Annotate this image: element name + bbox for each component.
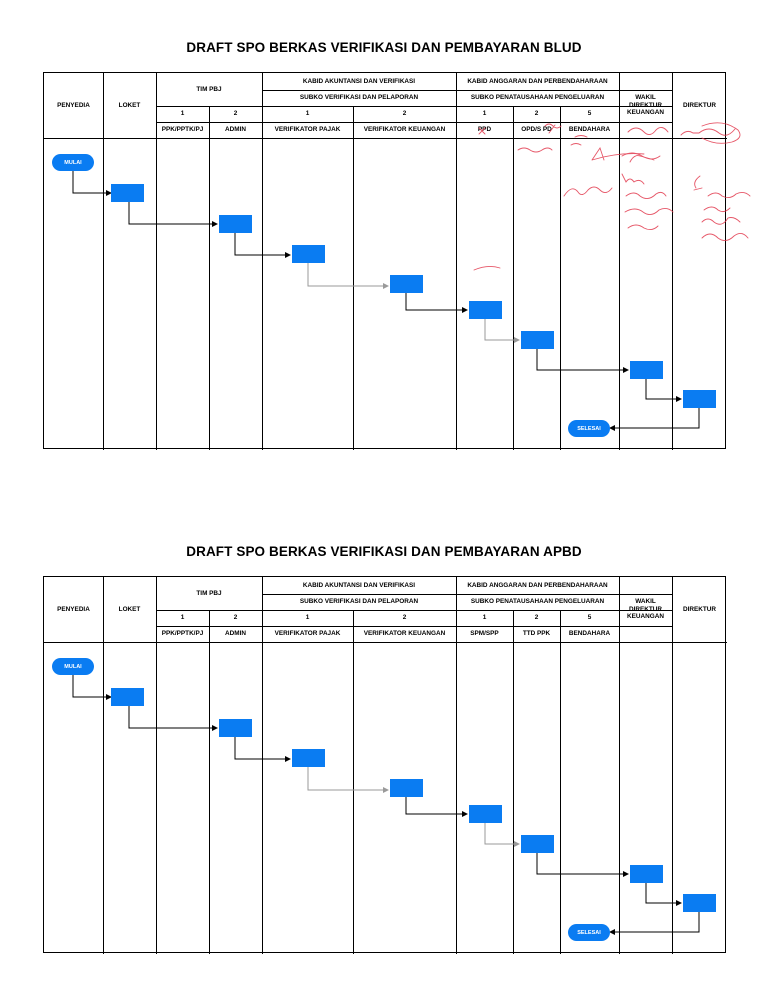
- lane-header-subko-verifikasi: SUBKO VERIFIKASI DAN PELAPORAN: [299, 94, 419, 102]
- lane-number: 5: [587, 110, 592, 118]
- lane-header-tim-pbj: TIM PBJ: [196, 85, 222, 93]
- process-box-col-a: [469, 301, 502, 319]
- swimlane-grid: [43, 576, 726, 953]
- lane-number: 5: [587, 614, 592, 622]
- lane-header-loket: LOKET: [118, 101, 141, 109]
- diagram-title: DRAFT SPO BERKAS VERIFIKASI DAN PEMBAYARAN APBD: [186, 544, 582, 559]
- lane-header-col-b: OPD/S PD: [521, 126, 552, 134]
- process-box-col-a: [469, 805, 502, 823]
- lane-header-wakil-direktur: WAKIL DIREKTUR KEUANGAN: [627, 94, 664, 117]
- lane-header-kabid-anggaran: KABID ANGGARAN DAN PERBENDAHARAAN: [467, 581, 608, 589]
- lane-header-verifikator-keuangan: VERIFIKATOR KEUANGAN: [363, 630, 446, 638]
- flowchart-apbd: [0, 504, 768, 1008]
- lane-number: 2: [402, 614, 407, 622]
- process-box-loket: [111, 184, 144, 202]
- process-box-verifikator-keuangan: [390, 275, 423, 293]
- end-terminator: SELESAI: [568, 420, 610, 437]
- lane-header-kabid-akuntansi: KABID AKUNTANSI DAN VERIFIKASI: [302, 77, 416, 85]
- lane-header-subko-penatausahaan: SUBKO PENATAUSAHAAN PENGELUARAN: [470, 598, 605, 606]
- lane-header-direktur: DIREKTUR: [682, 101, 717, 109]
- lane-header-ppk: PPK/PPTK/PJ: [161, 630, 204, 638]
- process-box-verifikator-keuangan: [390, 779, 423, 797]
- lane-number: 1: [305, 110, 310, 118]
- lane-header-col-b: TTD PPK: [522, 630, 551, 638]
- lane-header-penyedia: PENYEDIA: [57, 101, 90, 109]
- start-terminator: MULAI: [52, 658, 94, 675]
- diagram-title: DRAFT SPO BERKAS VERIFIKASI DAN PEMBAYARAN BLUD: [186, 40, 582, 55]
- lane-number: 1: [482, 110, 487, 118]
- flow-connectors: [44, 73, 727, 450]
- lane-header-tim-pbj: TIM PBJ: [196, 589, 222, 597]
- process-box-loket: [111, 688, 144, 706]
- process-box-verifikator-pajak: [292, 245, 325, 263]
- lane-header-verifikator-pajak: VERIFIKATOR PAJAK: [274, 126, 341, 134]
- lane-header-verifikator-pajak: VERIFIKATOR PAJAK: [274, 630, 341, 638]
- process-box-col-b: [521, 835, 554, 853]
- lane-header-bendahara: BENDAHARA: [568, 126, 611, 134]
- flow-connectors: [44, 577, 727, 954]
- lane-number: 1: [180, 110, 185, 118]
- lane-number: 2: [233, 110, 238, 118]
- lane-header-admin: ADMIN: [225, 630, 246, 638]
- lane-header-col-a: SPM/SPP: [470, 630, 499, 638]
- lane-header-kabid-akuntansi: KABID AKUNTANSI DAN VERIFIKASI: [302, 581, 416, 589]
- lane-header-subko-verifikasi: SUBKO VERIFIKASI DAN PELAPORAN: [299, 598, 419, 606]
- lane-number: 2: [402, 110, 407, 118]
- lane-header-col-a: PPD: [477, 126, 492, 134]
- lane-number: 1: [180, 614, 185, 622]
- lane-header-bendahara: BENDAHARA: [568, 630, 611, 638]
- lane-header-verifikator-keuangan: VERIFIKATOR KEUANGAN: [363, 126, 446, 134]
- lane-number: 1: [482, 614, 487, 622]
- process-box-verifikator-pajak: [292, 749, 325, 767]
- lane-header-subko-penatausahaan: SUBKO PENATAUSAHAAN PENGELUARAN: [470, 94, 605, 102]
- swimlane-grid: [43, 72, 726, 449]
- process-box-direktur: [683, 894, 716, 912]
- start-terminator: MULAI: [52, 154, 94, 171]
- lane-number: 2: [233, 614, 238, 622]
- process-box-wakil-direktur: [630, 361, 663, 379]
- lane-header-ppk: PPK/PPTK/PJ: [161, 126, 204, 134]
- process-box-admin: [219, 719, 252, 737]
- process-box-admin: [219, 215, 252, 233]
- process-box-wakil-direktur: [630, 865, 663, 883]
- process-box-col-b: [521, 331, 554, 349]
- lane-number: 2: [534, 614, 539, 622]
- end-terminator: SELESAI: [568, 924, 610, 941]
- lane-header-penyedia: PENYEDIA: [57, 605, 90, 613]
- lane-number: 1: [305, 614, 310, 622]
- process-box-direktur: [683, 390, 716, 408]
- lane-header-wakil-direktur: WAKIL DIREKTUR KEUANGAN: [627, 598, 664, 621]
- lane-header-direktur: DIREKTUR: [682, 605, 717, 613]
- lane-header-kabid-anggaran: KABID ANGGARAN DAN PERBENDAHARAAN: [467, 77, 608, 85]
- lane-header-admin: ADMIN: [225, 126, 246, 134]
- lane-number: 2: [534, 110, 539, 118]
- lane-header-loket: LOKET: [118, 605, 141, 613]
